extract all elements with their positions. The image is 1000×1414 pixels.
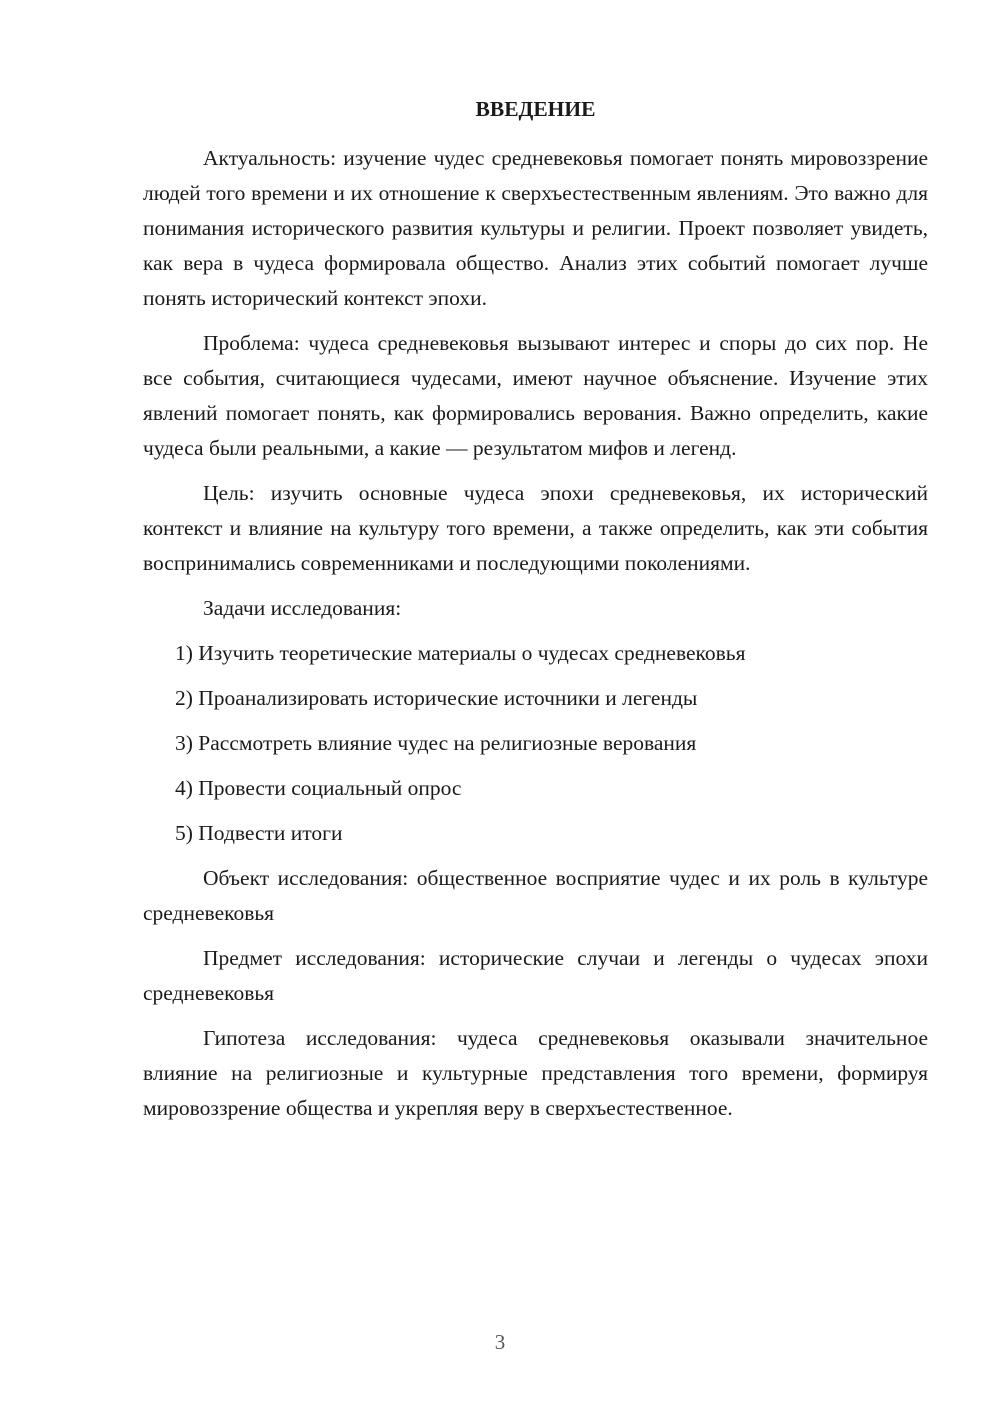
page-content xyxy=(143,92,928,1136)
page-title: ВВЕДЕНИЕ xyxy=(475,97,596,121)
problem-paragraph: Проблема: чудеса средневековья вызывают интерес и споры до сих пор. Не все события, считающиеся чудесами, имеют научное объяснение. Изучение этих явлений помогает понять, как формировались верования. Важно определить, какие чудеса были реальными, а какие — результатом мифов и легенд. xyxy=(143,331,928,460)
relevance-paragraph: Актуальность: изучение чудес средневековья помогает понять мировоззрение людей того времени и их отношение к сверхъестественным явлениям. Это важно для понимания исторического развития культуры и религии. Проект позволяет увидеть, как вера в чудеса формировала общество. Анализ этих событий помогает лучше понять исторический контекст эпохи. xyxy=(143,146,928,310)
hypothesis-paragraph: Гипотеза исследования: чудеса средневековья оказывали значительное влияние на религиозные и культурные представления того времени, формируя мировоззрение общества и укрепляя веру в сверхъестественное. xyxy=(143,1026,928,1120)
goal-paragraph: Цель: изучить основные чудеса эпохи средневековья, их исторический контекст и влияние на культуру того времени, а также определить, как эти события воспринимались современниками и последующими поколениями. xyxy=(143,481,928,575)
page-number: 3 xyxy=(494,1330,506,1354)
subject-paragraph: Предмет исследования: исторические случаи и легенды о чудесах эпохи средневековья xyxy=(143,946,928,1005)
task-item: 4) Провести социальный опрос xyxy=(175,776,462,800)
object-paragraph: Объект исследования: общественное восприятие чудес и их роль в культуре средневековья xyxy=(143,866,928,925)
tasks-title: Задачи исследования: xyxy=(203,596,402,620)
task-item: 5) Подвести итоги xyxy=(175,821,343,845)
task-item: 2) Проанализировать исторические источники и легенды xyxy=(175,686,698,710)
task-item: 1) Изучить теоретические материалы о чудесах средневековья xyxy=(175,641,746,665)
task-item: 3) Рассмотреть влияние чудес на религиозные верования xyxy=(175,731,697,755)
tasks-list xyxy=(143,636,928,851)
